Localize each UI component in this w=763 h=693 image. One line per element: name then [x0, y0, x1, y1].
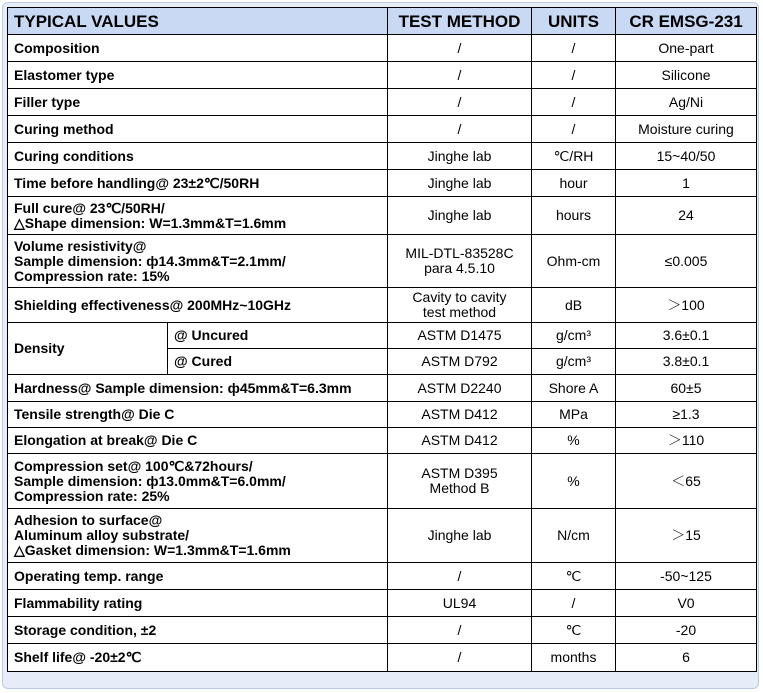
table-row	[8, 617, 757, 644]
property-cell	[8, 89, 388, 116]
method-cell	[388, 62, 532, 89]
method-text: ASTM D395	[421, 465, 498, 481]
property-text: Curing conditions	[14, 147, 134, 164]
table-row	[8, 116, 757, 143]
table-row	[8, 428, 757, 454]
table-row	[8, 563, 757, 590]
property-text: Full cure@ 23℃/50RH/	[14, 199, 165, 216]
method-text: /	[457, 621, 462, 638]
units-cell: /	[532, 62, 616, 89]
method-cell	[388, 428, 532, 454]
method-cell	[388, 89, 532, 116]
table-row	[8, 375, 757, 402]
method-text: Jinghe lab	[427, 207, 492, 223]
property-text: Storage condition, ±2	[14, 621, 157, 638]
table-row	[8, 143, 757, 170]
method-cell	[388, 375, 532, 402]
method-text: MIL-DTL-83528C	[405, 245, 514, 261]
method-cell	[388, 197, 532, 235]
value-cell: 60±5	[616, 375, 757, 402]
property-text: Aluminum alloy substrate/	[14, 527, 190, 543]
property-cell	[8, 197, 388, 235]
method-text: /	[457, 567, 462, 584]
value-cell: ≥1.3	[616, 402, 757, 428]
table-row	[8, 323, 757, 349]
units-cell: MPa	[532, 402, 616, 428]
method-text: test method	[422, 304, 497, 320]
property-text: Hardness@ Sample dimension: ф45mm&T=6.3mm	[14, 379, 352, 396]
property-cell	[8, 617, 388, 644]
header-units: UNITS	[532, 8, 616, 35]
property-cell	[8, 375, 388, 402]
property-text: △Shape dimension: W=1.3mm&T=1.6mm	[14, 214, 287, 231]
method-cell	[388, 323, 532, 349]
value-cell: 3.8±0.1	[616, 349, 757, 375]
value-cell: -50~125	[616, 563, 757, 590]
property-cell	[8, 644, 388, 672]
property-cell	[8, 454, 388, 509]
method-text: /	[457, 66, 462, 83]
units-cell: g/cm³	[532, 323, 616, 349]
table-row	[8, 235, 757, 288]
table-row	[8, 170, 757, 197]
property-cell	[8, 402, 388, 428]
property-text: Tensile strength@ Die C	[14, 406, 175, 422]
property-cell	[8, 563, 388, 590]
method-cell	[388, 644, 532, 672]
header-test-method: TEST METHOD	[388, 8, 532, 35]
table-row	[8, 89, 757, 116]
units-cell: g/cm³	[532, 349, 616, 375]
property-text: Compression rate: 25%	[14, 487, 170, 504]
property-text: Compression rate: 15%	[14, 267, 170, 284]
property-text: Elongation at break@ Die C	[14, 432, 198, 448]
value-cell: 15~40/50	[616, 143, 757, 170]
method-cell	[388, 349, 532, 375]
units-cell: hours	[532, 197, 616, 235]
subproperty-cell: @ Uncured	[168, 323, 388, 349]
table-row	[8, 62, 757, 89]
units-cell: %	[532, 428, 616, 454]
value-cell: ＞100	[616, 288, 757, 323]
units-cell: ℃	[532, 563, 616, 590]
typical-values-table	[7, 7, 757, 672]
property-cell	[8, 116, 388, 143]
value-cell: Silicone	[616, 62, 757, 89]
header-product: CR EMSG-231	[616, 8, 757, 35]
method-cell	[388, 509, 532, 563]
method-text: ASTM D1475	[417, 327, 502, 343]
subproperty-cell: @ Cured	[168, 349, 388, 375]
property-text: Operating temp. range	[14, 567, 164, 584]
property-cell	[8, 428, 388, 454]
property-text: Volume resistivity@	[14, 237, 147, 254]
property-cell	[8, 590, 388, 617]
value-cell: V0	[616, 590, 757, 617]
units-cell: months	[532, 644, 616, 672]
table-row	[8, 644, 757, 672]
units-cell: hour	[532, 170, 616, 197]
table-row	[8, 402, 757, 428]
method-text: Method B	[429, 480, 490, 496]
value-cell: 1	[616, 170, 757, 197]
property-cell	[8, 235, 388, 288]
method-cell	[388, 143, 532, 170]
value-cell: -20	[616, 617, 757, 644]
property-text: Sample dimension: ф13.0mm&T=6.0mm/	[14, 472, 286, 489]
units-cell: Shore A	[532, 375, 616, 402]
units-cell: /	[532, 116, 616, 143]
property-cell	[8, 35, 388, 62]
table-row	[8, 590, 757, 617]
property-text: Time before handling@ 23±2℃/50RH	[14, 174, 260, 191]
method-text: Jinghe lab	[427, 174, 492, 191]
method-text: ASTM D412	[421, 406, 498, 422]
method-text: para 4.5.10	[424, 260, 495, 276]
units-cell: ℃/RH	[532, 143, 616, 170]
method-text: ASTM D412	[421, 432, 498, 448]
property-cell	[8, 143, 388, 170]
property-cell	[8, 62, 388, 89]
method-cell	[388, 590, 532, 617]
value-cell: ＜65	[616, 454, 757, 509]
property-text: Shelf life@ -20±2℃	[14, 649, 142, 665]
method-text: /	[457, 93, 462, 110]
units-cell: /	[532, 35, 616, 62]
value-cell: Ag/Ni	[616, 89, 757, 116]
property-text: Flammability rating	[14, 594, 143, 611]
method-cell	[388, 35, 532, 62]
value-cell: 24	[616, 197, 757, 235]
property-text: Shielding effectiveness@ 200MHz~10GHz	[14, 296, 292, 313]
units-cell: /	[532, 89, 616, 116]
table-row	[8, 197, 757, 235]
header-typical-values: TYPICAL VALUES	[8, 8, 388, 35]
units-cell: /	[532, 590, 616, 617]
method-text: ASTM D792	[421, 353, 498, 369]
table-row	[8, 454, 757, 509]
table-row	[8, 288, 757, 323]
method-text: /	[457, 39, 462, 56]
method-cell	[388, 563, 532, 590]
property-text: Curing method	[14, 120, 114, 137]
method-text: Jinghe lab	[427, 147, 492, 164]
table-row	[8, 35, 757, 62]
units-cell: ℃	[532, 617, 616, 644]
value-cell: Moisture curing	[616, 116, 757, 143]
value-cell: ＞15	[616, 509, 757, 563]
property-text: Compression set@ 100℃&72hours/	[14, 457, 253, 474]
units-cell: dB	[532, 288, 616, 323]
units-cell: N/cm	[532, 509, 616, 563]
method-text: /	[457, 120, 462, 137]
property-text: Elastomer type	[14, 66, 115, 83]
property-text: Adhesion to surface@	[14, 512, 163, 528]
property-text: △Gasket dimension: W=1.3mm&T=1.6mm	[14, 542, 291, 558]
property-text: Sample dimension: ф14.3mm&T=2.1mm/	[14, 252, 286, 269]
value-cell: ＞110	[616, 428, 757, 454]
method-text: Jinghe lab	[427, 527, 492, 543]
method-text: Cavity to cavity	[412, 289, 507, 305]
value-cell: 3.6±0.1	[616, 323, 757, 349]
method-cell	[388, 170, 532, 197]
value-cell: ≤0.005	[616, 235, 757, 288]
table-row	[8, 509, 757, 563]
method-cell	[388, 288, 532, 323]
property-cell-density	[8, 323, 168, 375]
method-text: UL94	[442, 594, 477, 611]
method-cell	[388, 402, 532, 428]
method-cell	[388, 617, 532, 644]
method-text: ASTM D2240	[417, 379, 502, 396]
method-cell	[388, 454, 532, 509]
property-text: Density	[14, 340, 65, 356]
method-text: /	[457, 649, 462, 665]
units-cell: %	[532, 454, 616, 509]
property-cell	[8, 288, 388, 323]
value-cell: 6	[616, 644, 757, 672]
property-cell	[8, 170, 388, 197]
header-row	[8, 8, 757, 35]
method-cell	[388, 235, 532, 288]
property-text: Filler type	[14, 93, 81, 110]
property-text: Composition	[14, 39, 100, 56]
value-cell: One-part	[616, 35, 757, 62]
property-cell	[8, 509, 388, 563]
method-cell	[388, 116, 532, 143]
units-cell: Ohm-cm	[532, 235, 616, 288]
